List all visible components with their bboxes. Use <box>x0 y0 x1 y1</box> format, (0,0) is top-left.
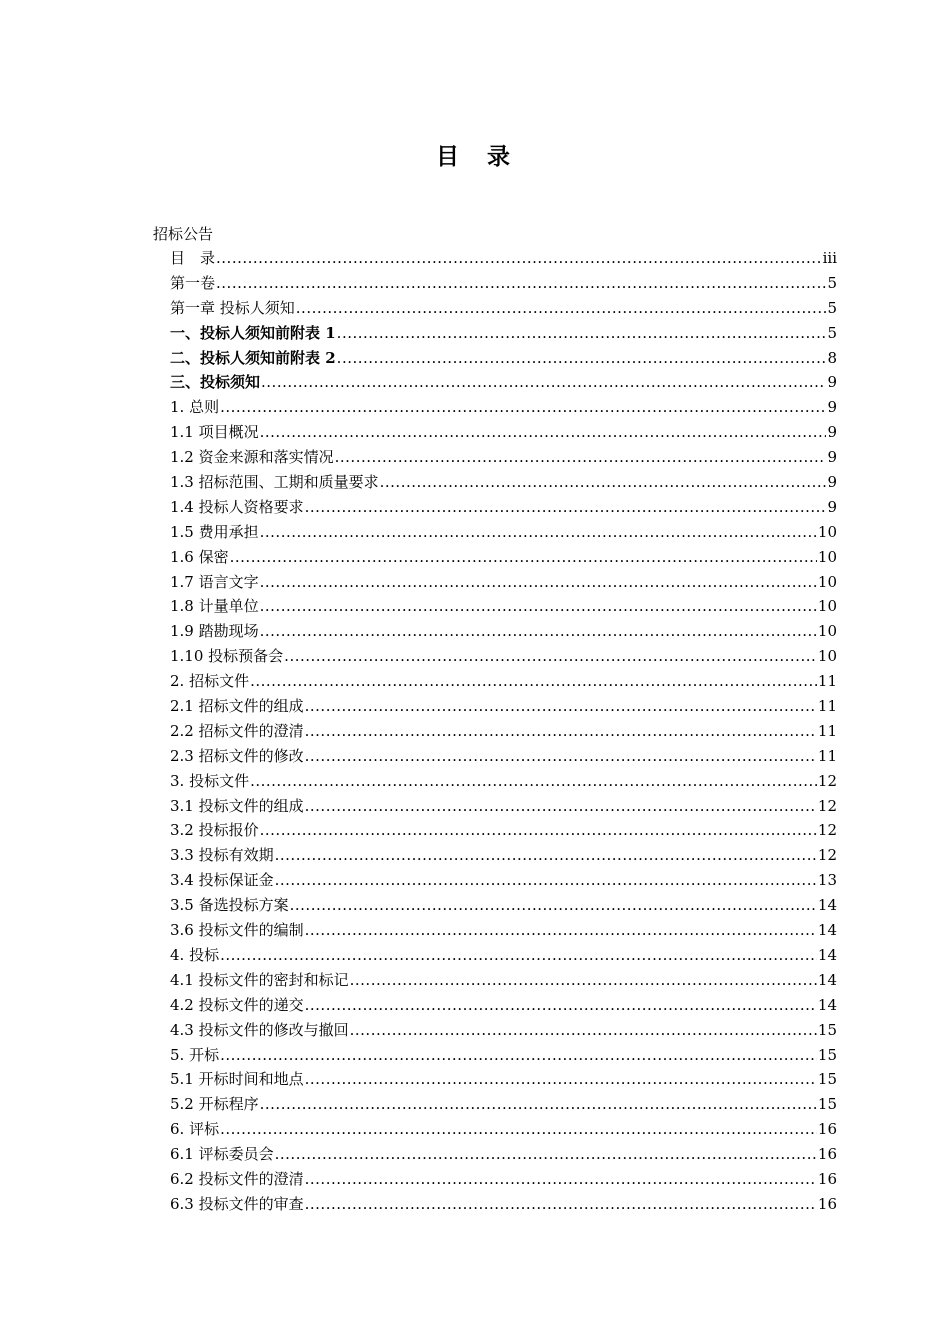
toc-dot-leader <box>260 570 817 595</box>
toc-entry-page-number: 15 <box>817 1070 837 1089</box>
toc-entry-page-number: 9 <box>827 497 837 516</box>
toc-entry-label: 5.1 开标时间和地点 <box>170 1070 304 1089</box>
toc-entry[interactable] <box>170 1092 837 1117</box>
toc-entry[interactable] <box>170 893 837 918</box>
toc-entry[interactable] <box>170 296 837 321</box>
toc-entry[interactable] <box>170 918 837 943</box>
toc-entry[interactable] <box>170 495 837 520</box>
toc-entry-label: 1.4 投标人资格要求 <box>170 497 304 516</box>
toc-entry-page-number: 11 <box>817 721 837 740</box>
toc-entry-page-number: 8 <box>827 348 837 367</box>
toc-entry-label: 4.2 投标文件的递交 <box>170 995 304 1014</box>
toc-entry[interactable] <box>170 1018 837 1043</box>
toc-entry-label: 1. 总则 <box>170 398 220 417</box>
toc-entry[interactable] <box>170 594 837 619</box>
toc-entry-page-number: 10 <box>817 622 837 641</box>
toc-entry[interactable] <box>170 445 837 470</box>
toc-entry-label: 1.6 保密 <box>170 547 229 566</box>
toc-dot-leader <box>220 1117 817 1142</box>
toc-dot-leader <box>305 993 817 1018</box>
toc-dot-leader <box>230 545 817 570</box>
toc-dot-leader <box>275 868 817 893</box>
toc-entry[interactable] <box>170 1043 837 1068</box>
toc-dot-leader <box>305 744 817 769</box>
toc-entry-page-number: 16 <box>817 1120 837 1139</box>
toc-entry-page-number: 10 <box>817 547 837 566</box>
toc-dot-leader <box>260 1092 817 1117</box>
toc-dot-leader <box>305 719 817 744</box>
toc-entry[interactable] <box>170 644 837 669</box>
toc-entry[interactable] <box>170 619 837 644</box>
toc-dot-leader <box>305 495 827 520</box>
toc-entry-page-number: 15 <box>817 1095 837 1114</box>
toc-entry[interactable] <box>170 719 837 744</box>
toc-entry[interactable] <box>170 694 837 719</box>
toc-dot-leader <box>337 346 827 371</box>
toc-dot-leader <box>261 370 826 395</box>
toc-entry-label: 第一章 投标人须知 <box>170 298 295 317</box>
toc-entry-page-number: 15 <box>817 1045 837 1064</box>
toc-entry[interactable] <box>170 321 837 346</box>
toc-dot-leader <box>305 694 817 719</box>
toc-entry-label: 目 录 <box>170 249 216 267</box>
toc-entry-page-number: 5 <box>827 298 837 317</box>
toc-entry-page-number: 16 <box>817 1145 837 1164</box>
toc-entry[interactable] <box>170 744 837 769</box>
toc-entry[interactable] <box>170 1117 837 1142</box>
toc-entry-label: 1.1 项目概况 <box>170 423 259 442</box>
toc-dot-leader <box>216 246 822 271</box>
toc-entry-label: 4.3 投标文件的修改与撤回 <box>170 1020 349 1039</box>
toc-entry[interactable] <box>170 943 837 968</box>
toc-dot-leader <box>290 893 817 918</box>
toc-entry[interactable] <box>170 843 837 868</box>
page-title: 目录 <box>436 144 538 170</box>
toc-entry-page-number: 14 <box>817 945 837 964</box>
toc-entry[interactable] <box>170 395 837 420</box>
toc-entry-label: 4. 投标 <box>170 945 220 964</box>
toc-entry-page-number: 10 <box>817 597 837 616</box>
toc-entry-page-number: 9 <box>827 448 837 467</box>
toc-entry-label: 1.5 费用承担 <box>170 522 259 541</box>
toc-entry-page-number: 11 <box>817 746 837 765</box>
toc-entry-label: 3.1 投标文件的组成 <box>170 796 304 815</box>
toc-entry-label: 2.3 招标文件的修改 <box>170 746 304 765</box>
toc-header[interactable]: 招标公告 <box>153 225 214 243</box>
toc-entry[interactable] <box>170 420 837 445</box>
toc-entry-label: 1.3 招标范围、工期和质量要求 <box>170 473 379 492</box>
toc-entry[interactable] <box>170 520 837 545</box>
toc-entry-label: 三、投标须知 <box>170 373 261 392</box>
toc-entry-label: 一、投标人须知前附表 1 <box>170 323 336 342</box>
toc-dot-leader <box>216 271 826 296</box>
toc-dot-leader <box>305 1192 817 1217</box>
toc-entry-label: 1.2 资金来源和落实情况 <box>170 448 334 467</box>
toc-entry[interactable] <box>170 545 837 570</box>
toc-entry-page-number: 11 <box>817 697 837 716</box>
toc-entry-page-number: 16 <box>817 1169 837 1188</box>
toc-entry[interactable] <box>170 1142 837 1167</box>
toc-dot-leader <box>260 818 817 843</box>
toc-entry-label: 3.6 投标文件的编制 <box>170 921 304 940</box>
toc-entry[interactable] <box>170 370 837 395</box>
toc-entry-page-number: 14 <box>817 921 837 940</box>
toc-entry[interactable] <box>170 246 837 271</box>
toc-entry-label: 6.2 投标文件的澄清 <box>170 1169 304 1188</box>
toc-entry-label: 二、投标人须知前附表 2 <box>170 348 336 367</box>
toc-entry-label: 3.4 投标保证金 <box>170 871 274 890</box>
toc-entry-page-number: 16 <box>817 1194 837 1213</box>
toc-dot-leader <box>250 669 817 694</box>
toc-entry[interactable] <box>170 1167 837 1192</box>
toc-entry-page-number: 10 <box>817 522 837 541</box>
toc-entry-page-number: 5 <box>827 323 837 342</box>
toc-dot-leader <box>284 644 817 669</box>
toc-entry-label: 3.3 投标有效期 <box>170 846 274 865</box>
toc-entry-page-number: 9 <box>827 473 837 492</box>
toc-entry-label: 第一卷 <box>170 273 216 292</box>
toc-entry-label: 1.8 计量单位 <box>170 597 259 616</box>
toc-dot-leader <box>260 594 817 619</box>
toc-entry-label: 3.2 投标报价 <box>170 821 259 840</box>
toc-dot-leader <box>275 843 817 868</box>
toc-dot-leader <box>220 1043 817 1068</box>
toc-dot-leader <box>335 445 827 470</box>
toc-dot-leader <box>305 794 817 819</box>
toc-entry[interactable] <box>170 794 837 819</box>
toc-dot-leader <box>337 321 827 346</box>
toc-entry-page-number: 15 <box>817 1020 837 1039</box>
toc-dot-leader <box>296 296 827 321</box>
toc-entry-page-number: 12 <box>817 821 837 840</box>
toc-dot-leader <box>305 1167 817 1192</box>
toc-entry-label: 2.1 招标文件的组成 <box>170 697 304 716</box>
toc-entry[interactable] <box>170 769 837 794</box>
toc-entry-page-number: 9 <box>827 373 837 392</box>
toc-entry[interactable] <box>170 1067 837 1092</box>
toc-entry-page-number: 12 <box>817 771 837 790</box>
toc-dot-leader <box>380 470 827 495</box>
toc-dot-leader <box>350 968 817 993</box>
toc-entry-page-number: 5 <box>827 273 837 292</box>
toc-entry-label: 6. 评标 <box>170 1120 220 1139</box>
toc-dot-leader <box>220 943 817 968</box>
toc-entry-page-number: 14 <box>817 970 837 989</box>
toc-dot-leader <box>220 395 826 420</box>
toc-entry-page-number: 14 <box>817 995 837 1014</box>
toc-entry-label: 2. 招标文件 <box>170 672 250 691</box>
toc-entry-page-number: 10 <box>817 647 837 666</box>
toc-entry-label: 4.1 投标文件的密封和标记 <box>170 970 349 989</box>
toc-entry-label: 3.5 备选投标方案 <box>170 896 289 915</box>
toc-entry-page-number: 9 <box>827 398 837 417</box>
toc-entry-page-number: 10 <box>817 572 837 591</box>
toc-entry-page-number: 12 <box>817 846 837 865</box>
toc-entry-label: 5. 开标 <box>170 1045 220 1064</box>
toc-entry-page-number: 9 <box>827 423 837 442</box>
toc-entry-label: 2.2 招标文件的澄清 <box>170 721 304 740</box>
toc-dot-leader <box>350 1018 817 1043</box>
toc-dot-leader <box>250 769 817 794</box>
toc-entry-page-number: 11 <box>817 672 837 691</box>
toc-entry-label: 5.2 开标程序 <box>170 1095 259 1114</box>
toc-dot-leader <box>305 918 817 943</box>
toc-entry[interactable] <box>170 1192 837 1217</box>
toc-list <box>170 246 837 1217</box>
toc-entry[interactable] <box>170 993 837 1018</box>
toc-entry-label: 1.10 投标预备会 <box>170 647 284 666</box>
toc-entry-page-number: 13 <box>817 871 837 890</box>
toc-entry-label: 1.9 踏勘现场 <box>170 622 259 641</box>
toc-dot-leader <box>260 520 817 545</box>
toc-dot-leader <box>260 420 827 445</box>
toc-entry-page-number: iii <box>822 249 837 267</box>
toc-entry-page-number: 14 <box>817 896 837 915</box>
toc-entry[interactable] <box>170 271 837 296</box>
toc-entry[interactable] <box>170 570 837 595</box>
toc-entry[interactable] <box>170 669 837 694</box>
toc-entry[interactable] <box>170 968 837 993</box>
toc-entry-label: 6.3 投标文件的审查 <box>170 1194 304 1213</box>
toc-entry-label: 1.7 语言文字 <box>170 572 259 591</box>
toc-entry[interactable] <box>170 346 837 371</box>
toc-entry[interactable] <box>170 868 837 893</box>
toc-entry[interactable] <box>170 818 837 843</box>
toc-entry-label: 6.1 评标委员会 <box>170 1145 274 1164</box>
toc-dot-leader <box>275 1142 817 1167</box>
toc-dot-leader <box>305 1067 817 1092</box>
toc-entry[interactable] <box>170 470 837 495</box>
toc-entry-page-number: 12 <box>817 796 837 815</box>
toc-dot-leader <box>260 619 817 644</box>
toc-entry-label: 3. 投标文件 <box>170 771 250 790</box>
